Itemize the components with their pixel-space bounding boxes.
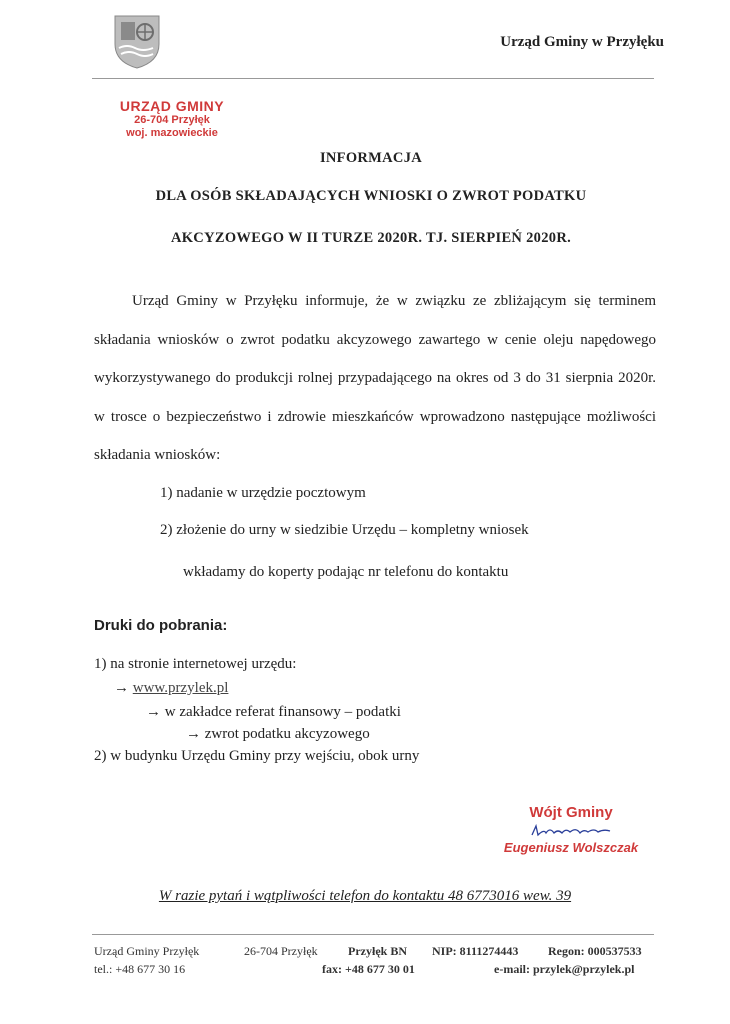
downloads-item-1-subsub: → zwrot podatku akcyzowego <box>186 726 370 742</box>
contact-note: W razie pytań i wątpliwości telefon do kontaktu 48 6773016 wew. 39 <box>158 888 572 904</box>
footer-email: e-mail: przylek@przylek.pl <box>494 962 635 976</box>
website-link[interactable]: www.przylek.pl <box>132 680 229 696</box>
downloads-website-row <box>114 680 228 697</box>
document-subtitle-line-2: AKCYZOWEGO W II TURZE 2020R. TJ. SIERPIEŃ 2020R. <box>170 230 572 246</box>
downloads-item-1-sub: → w zakładce referat finansowy – podatki <box>146 704 401 720</box>
option-2: 2) złożenie do urny w siedzibie Urzędu – kompletny wniosek <box>160 522 529 538</box>
stamp-line-2: 26-704 Przyłęk <box>134 114 210 127</box>
header-org-name: Urząd Gminy w Przyłęku <box>500 34 664 50</box>
option-1: 1) nadanie w urzędzie pocztowym <box>160 485 366 501</box>
footer-address: 26-704 Przyłęk <box>244 944 318 958</box>
body-paragraph-text: Urząd Gminy w Przyłęku informuje, że w związku ze zbliżającym się terminem składania wniosków o zwrot podatku akcyzowego zawartego w cenie oleju napędowego wykorzystywanego do produkcji rolnej przypadającego na okres od 3 do 31 sierpnia 2020r. w trosce o bezpieczeństwo i zdrowie mieszkańców wprowadzono następujące możliwości składania wniosków: <box>94 293 656 463</box>
arrow-right-icon: → <box>114 680 129 696</box>
coat-of-arms-logo <box>113 14 161 70</box>
option-2-continuation: wkładamy do koperty podając nr telefonu do kontaktu <box>183 564 509 580</box>
footer-regon: Regon: 000537533 <box>548 944 642 958</box>
downloads-heading: Druki do pobrania: <box>94 617 228 634</box>
handwritten-signature <box>526 823 616 839</box>
signature-name: Eugeniusz Wolszczak <box>503 840 639 855</box>
footer-divider <box>92 934 654 935</box>
downloads-item-1: 1) na stronie internetowej urzędu: <box>94 656 297 672</box>
document-subtitle-line-1: DLA OSÓB SKŁADAJĄCYCH WNIOSKI O ZWROT PODATKU <box>155 188 587 204</box>
footer-org: Urząd Gminy Przyłęk <box>94 944 200 958</box>
header-divider <box>92 78 654 79</box>
footer-tel: tel.: +48 677 30 16 <box>94 962 186 976</box>
footer-fax: fax: +48 677 30 01 <box>322 962 415 976</box>
downloads-item-2: 2) w budynku Urzędu Gminy przy wejściu, obok urny <box>94 748 420 764</box>
office-stamp <box>102 98 242 139</box>
footer-nip: NIP: 8111274443 <box>432 944 519 958</box>
stamp-line-3: woj. mazowieckie <box>126 126 218 139</box>
footer-bank: Przyłęk BN <box>348 944 407 958</box>
body-paragraph <box>94 282 656 475</box>
stamp-line-1: URZĄD GMINY <box>119 98 225 114</box>
signature-block <box>496 804 646 855</box>
document-title: INFORMACJA <box>319 150 423 166</box>
signature-title: Wójt Gminy <box>529 804 613 821</box>
